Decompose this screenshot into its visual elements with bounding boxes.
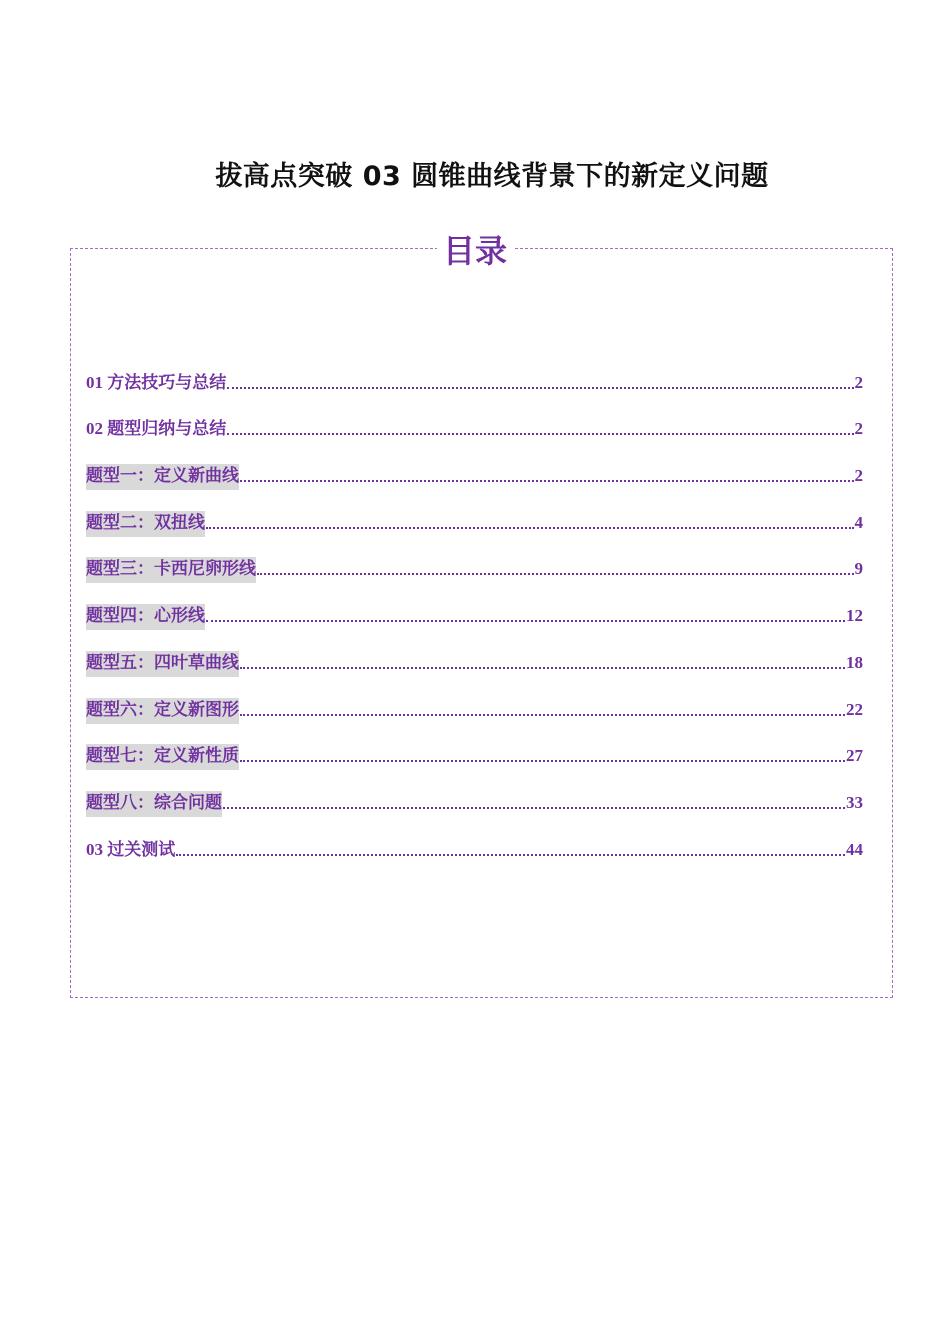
toc-leader-dots — [206, 527, 854, 529]
toc-leader-dots — [227, 387, 853, 389]
toc-leader-dots — [206, 620, 845, 622]
toc-entry-page: 9 — [854, 559, 863, 579]
toc-list — [86, 350, 863, 864]
toc-entry-page: 2 — [854, 419, 863, 439]
toc-entry-page: 2 — [854, 372, 863, 392]
toc-leader-dots — [240, 667, 845, 669]
toc-entry-page: 18 — [846, 652, 863, 672]
toc-entry-type-5[interactable] — [86, 630, 863, 677]
toc-entry-test[interactable] — [86, 817, 863, 864]
toc-entry-page: 27 — [846, 746, 863, 766]
toc-entry-label: 03 过关测试 — [86, 839, 176, 859]
toc-entry-type-1[interactable] — [86, 443, 863, 490]
toc-entry-type-3[interactable] — [86, 537, 863, 584]
toc-leader-dots — [223, 807, 845, 809]
toc-leader-dots — [227, 433, 853, 435]
toc-entry-label: 题型四：心形线 — [86, 604, 205, 630]
toc-entry-label: 题型三：卡西尼卵形线 — [86, 557, 256, 583]
toc-heading: 目录 — [437, 230, 513, 272]
toc-leader-dots — [240, 480, 854, 482]
toc-entry-label: 01 方法技巧与总结 — [86, 372, 227, 392]
toc-entry-label: 题型一：定义新曲线 — [86, 464, 239, 490]
toc-entry-type-8[interactable] — [86, 770, 863, 817]
toc-entry-page: 12 — [846, 606, 863, 626]
toc-entry-label: 题型六：定义新图形 — [86, 698, 239, 724]
toc-leader-dots — [257, 573, 854, 575]
toc-leader-dots — [240, 714, 845, 716]
toc-entry-label: 题型七：定义新性质 — [86, 744, 239, 770]
toc-entry-page: 44 — [846, 839, 863, 859]
toc-entry-page: 2 — [854, 466, 863, 486]
toc-entry-type-6[interactable] — [86, 677, 863, 724]
toc-entry-label: 题型二：双扭线 — [86, 511, 205, 537]
toc-entry-label: 题型五：四叶草曲线 — [86, 651, 239, 677]
toc-entry-summary[interactable] — [86, 397, 863, 444]
toc-leader-dots — [240, 760, 845, 762]
toc-entry-page: 22 — [846, 699, 863, 719]
toc-entry-label: 题型八：综合问题 — [86, 791, 222, 817]
toc-entry-type-7[interactable] — [86, 724, 863, 771]
toc-leader-dots — [176, 854, 845, 856]
toc-entry-page: 33 — [846, 792, 863, 812]
toc-entry-page: 4 — [854, 512, 863, 532]
toc-entry-methods[interactable] — [86, 350, 863, 397]
toc-entry-type-2[interactable] — [86, 490, 863, 537]
toc-entry-label: 02 题型归纳与总结 — [86, 419, 227, 439]
document-title: 拔高点突破 03 圆锥曲线背景下的新定义问题 — [215, 161, 769, 192]
toc-entry-type-4[interactable] — [86, 583, 863, 630]
